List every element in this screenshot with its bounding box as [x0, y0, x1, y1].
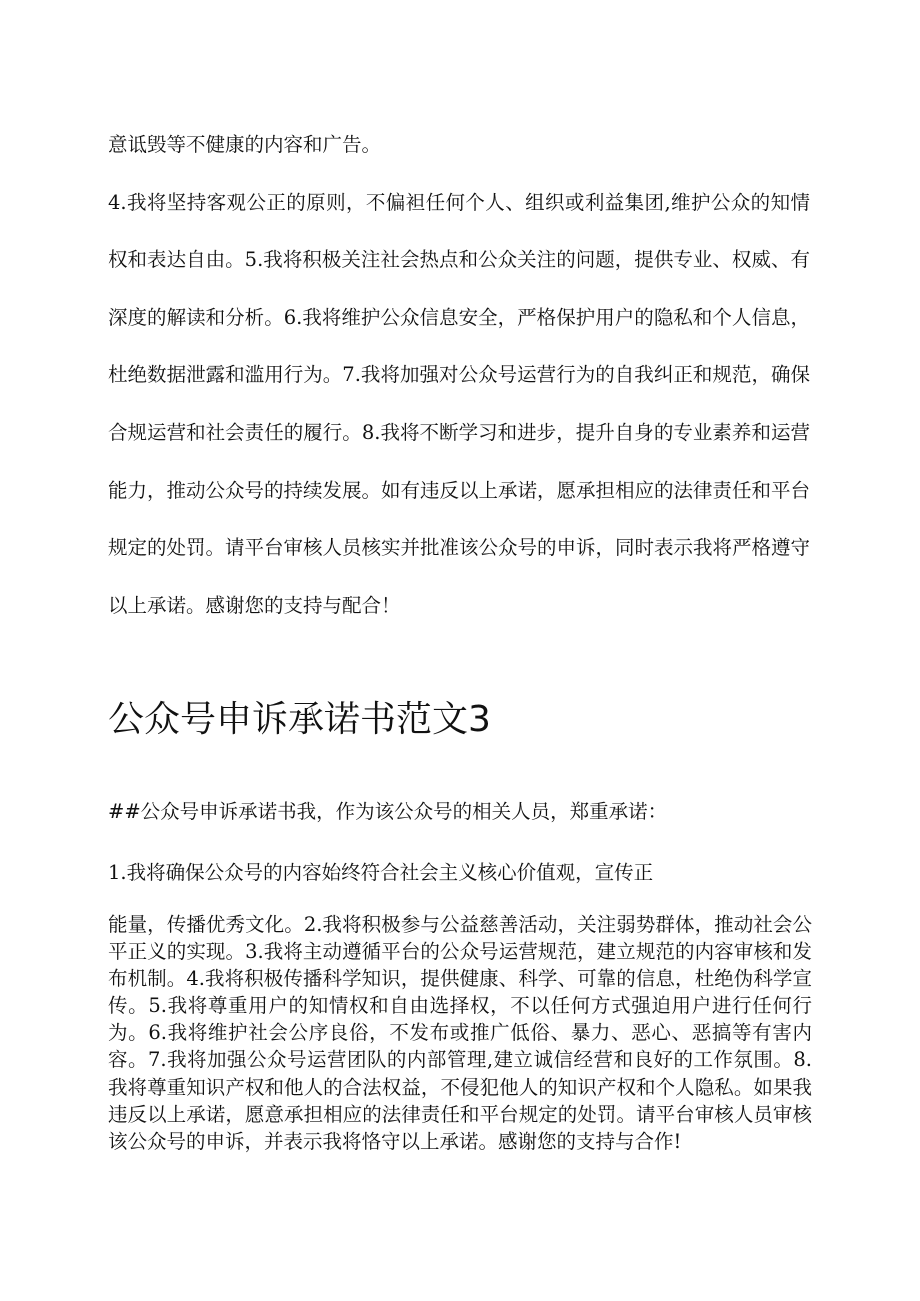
continuation-first-line: 意诋毁等不健康的内容和广告。	[108, 133, 382, 156]
section-3-intro: ##公众号申诉承诺书我，作为该公众号的相关人员，郑重承诺：	[108, 800, 668, 823]
commitments-paragraph: 4.我将坚持客观公正的原则，不偏袒任何个人、组织或利益集团,维护公众的知情权和表达自由。5.我将积极关注社会热点和公众关注的问题，提供专业、权威、有深度的解读和分析。6.我将维护公众信息安全，严格保护用户的隐私和个人信息，杜绝数据泄露和滥用行为。7.我将加强对公众号运营行为的自我纠正和规范，确保合规运营和社会责任的履行。8.我将不断学习和进步，提升自身的专业素养和运营能力，推动公众号的持续发展。如有违反以上承诺，愿承担相应的法律责任和平台规定的处罚。请平台审核人员核实并批准该公众号的申诉，同时表示我将严格遵守以上承诺。感谢您的支持与配合！	[108, 190, 811, 617]
section-3-body: 能量，传播优秀文化。2.我将积极参与公益慈善活动，关注弱势群体，推动社会公平正义的实现。3.我将主动遵循平台的公众号运营规范，建立规范的内容审核和发布机制。4.我将积极传播科学知识，提供健康、科学、可靠的信息，杜绝伪科学宣传。5.我将尊重用户的知情权和自由选择权，不以任何方式强迫用户进行任何行为。6.我将维护社会公序良俗，不发布或推广低俗、暴力、恶心、恶搞等有害内容。7.我将加强公众号运营团队的内部管理,建立诚信经营和良好的工作氛围。8.我将尊重知识产权和他人的合法权益，不侵犯他人的知识产权和个人隐私。如果我违反以上承诺，愿意承担相应的法律责任和平台规定的处罚。请平台审核人员审核该公众号的申诉，并表示我将恪守以上承诺。感谢您的支持与合作!	[108, 913, 812, 1153]
section-3-title: 公众号申诉承诺书范文3	[108, 699, 491, 740]
section-3-item-1: 1.我将确保公众号的内容始终符合社会主义核心价值观，宣传正	[108, 861, 654, 884]
section-2-continuation	[108, 116, 810, 634]
